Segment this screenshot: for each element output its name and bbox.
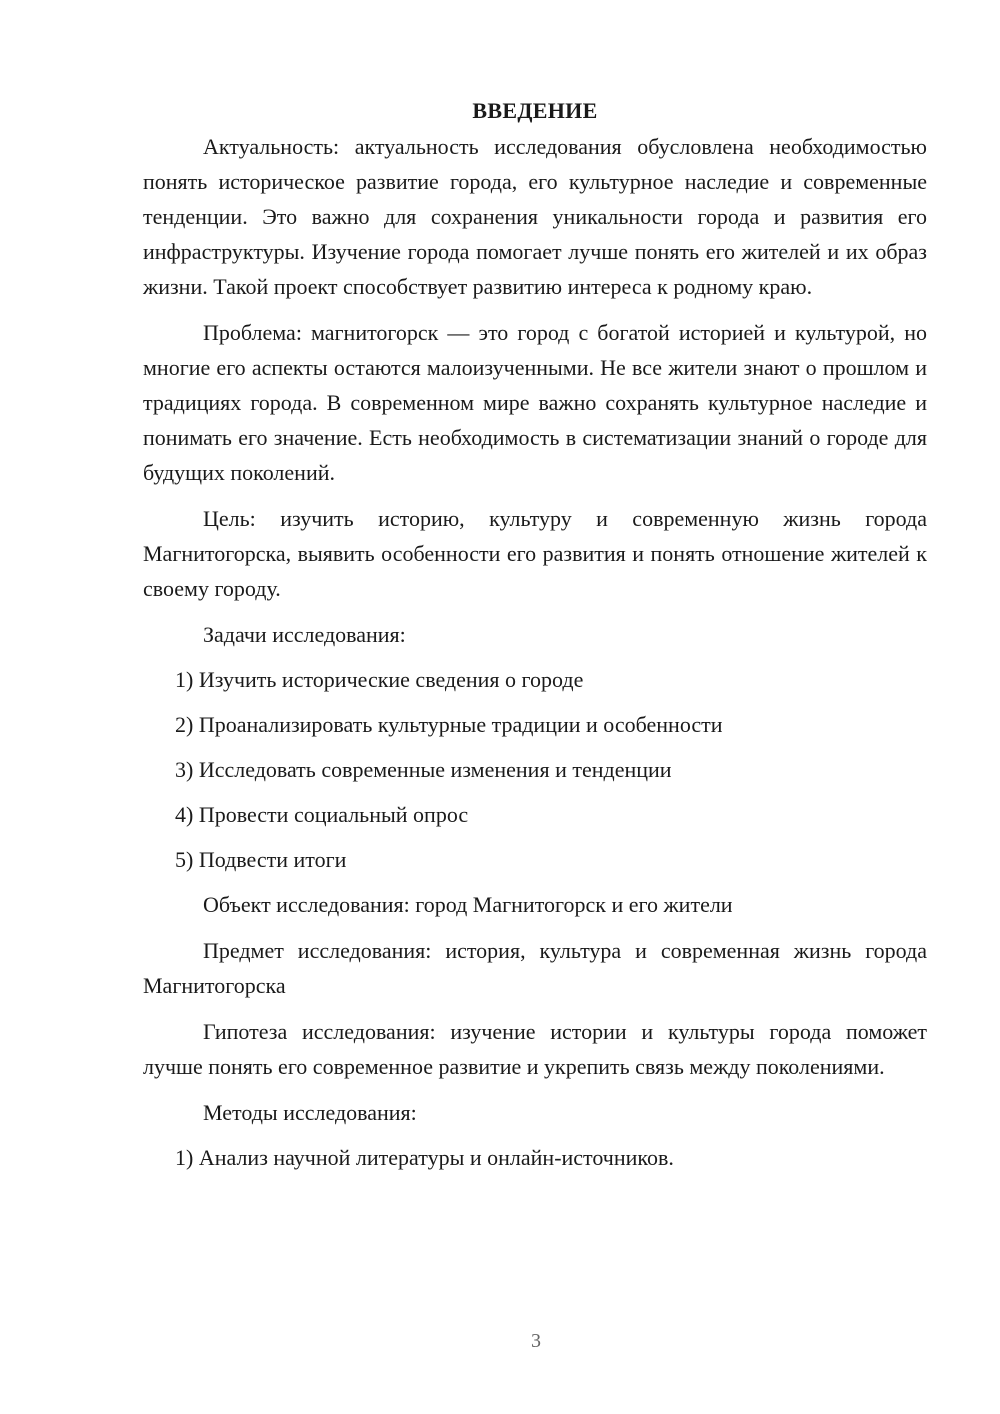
methods-heading: Методы исследования: <box>203 1100 417 1125</box>
object-paragraph: Объект исследования: город Магнитогорск и его жители <box>203 892 733 917</box>
document-title: ВВЕДЕНИЕ <box>472 98 598 123</box>
relevance-paragraph: Актуальность: актуальность исследования обусловлена необходимостью понять историческое развитие города, его культурное наследие и современные тенденции. Это важно для сохранения уникальности города и развития его инфраструктуры. Изучение города помогает лучше понять его жителей и их образ жизни. Такой проект способствует развитию интереса к родному краю. <box>143 134 927 299</box>
list-item: 1) Анализ научной литературы и онлайн-источников. <box>175 1145 674 1170</box>
tasks-heading: Задачи исследования: <box>203 622 406 647</box>
list-item: 5) Подвести итоги <box>175 847 347 872</box>
list-item: 2) Проанализировать культурные традиции и особенности <box>175 712 723 737</box>
methods-list <box>143 1140 927 1175</box>
list-item: 1) Изучить исторические сведения о городе <box>175 667 584 692</box>
document-page <box>143 96 927 1185</box>
tasks-list <box>143 662 927 877</box>
list-item: 4) Провести социальный опрос <box>175 802 469 827</box>
hypothesis-paragraph: Гипотеза исследования: изучение истории и культуры города поможет лучше понять его современное развитие и укрепить связь между поколениями. <box>143 1019 927 1079</box>
page-number: 3 <box>531 1330 541 1352</box>
subject-paragraph: Предмет исследования: история, культура и современная жизнь города Магнитогорска <box>143 938 927 998</box>
problem-paragraph: Проблема: магнитогорск — это город с богатой историей и культурой, но многие его аспекты остаются малоизученными. Не все жители знают о прошлом и традициях города. В современном мире важно сохранять культурное наследие и понимать его значение. Есть необходимость в систематизации знаний о городе для будущих поколений. <box>143 320 927 485</box>
goal-paragraph: Цель: изучить историю, культуру и современную жизнь города Магнитогорска, выявить особенности его развития и понять отношение жителей к своему городу. <box>143 506 927 601</box>
list-item: 3) Исследовать современные изменения и тенденции <box>175 757 672 782</box>
